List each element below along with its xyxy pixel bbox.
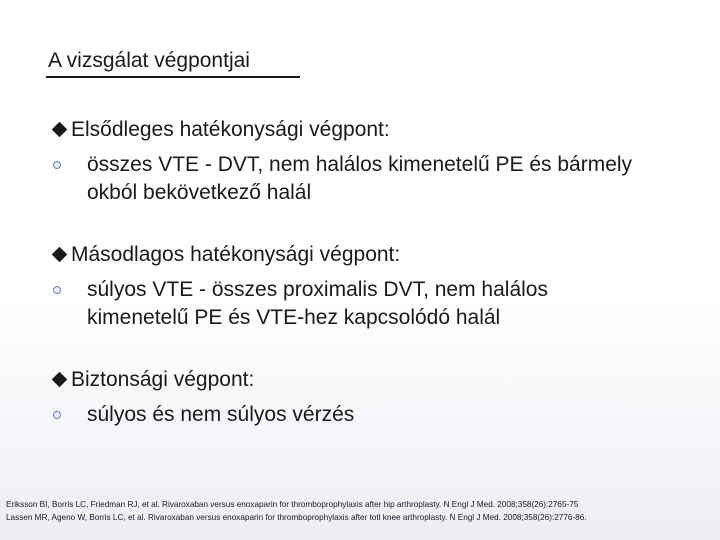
reference-line: Eriksson BI, Borris LC, Friedman RJ, et al. Rivaroxaban versus enoxaparin for thromboprophylaxis after hip arthroplasty. N Engl J Med. 2008;358(26):2765-75 bbox=[6, 500, 579, 509]
section-heading: Másodlagos hatékonysági végpont: bbox=[71, 243, 401, 266]
diamond-bullet-icon bbox=[52, 372, 68, 388]
bullet-level2 bbox=[50, 276, 690, 332]
references bbox=[6, 498, 587, 524]
title-underline bbox=[46, 76, 300, 78]
section-primary-endpoint bbox=[50, 116, 690, 207]
bullet-list bbox=[50, 116, 690, 429]
section-heading: Biztonsági végpont: bbox=[71, 368, 255, 391]
section-secondary-endpoint bbox=[50, 241, 690, 332]
dot-bullet-icon bbox=[53, 286, 61, 294]
bullet-level1 bbox=[50, 116, 690, 143]
dot-bullet-icon bbox=[53, 411, 61, 419]
page-title: A vizsgálat végpontjai bbox=[48, 49, 250, 72]
bullet-level2 bbox=[50, 401, 690, 429]
dot-bullet-icon bbox=[53, 161, 61, 169]
diamond-bullet-icon bbox=[52, 122, 68, 138]
section-safety-endpoint bbox=[50, 366, 690, 429]
reference-line: Lassen MR, Ageno W, Borris LC, et al. Rivaroxaban versus enoxaparin for thromboprophylaxis after totl knee arthroplasty. N Engl J Med. 2008;358(26):2776-86. bbox=[6, 513, 587, 522]
section-heading: Elsődleges hatékonysági végpont: bbox=[71, 118, 390, 141]
bullet-text: súlyos VTE - összes proximalis DVT, nem halálos kimenetelű PE és VTE-hez kapcsolódó halál bbox=[87, 278, 548, 329]
bullet-text: súlyos és nem súlyos vérzés bbox=[87, 403, 355, 426]
diamond-bullet-icon bbox=[52, 247, 68, 263]
bullet-level1 bbox=[50, 241, 690, 268]
bullet-text: összes VTE - DVT, nem halálos kimenetelű PE és bármely okból bekövetkező halál bbox=[87, 153, 633, 204]
bullet-level2 bbox=[50, 151, 690, 207]
bullet-level1 bbox=[50, 366, 690, 393]
